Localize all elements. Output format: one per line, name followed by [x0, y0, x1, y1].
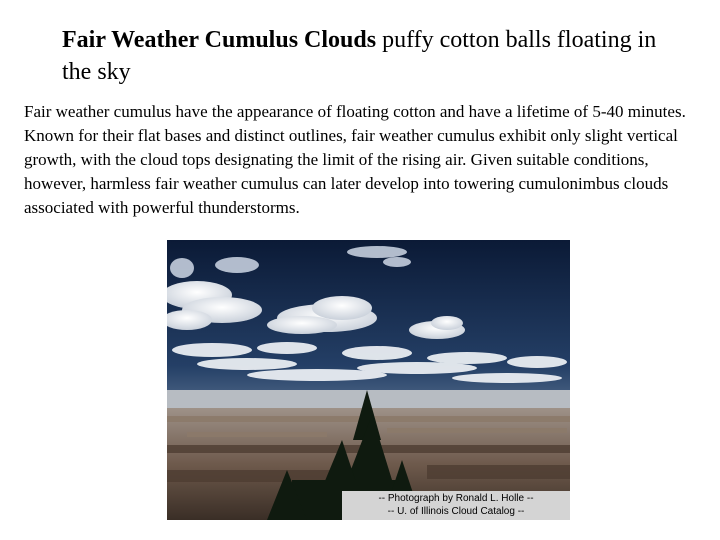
slide-title	[62, 24, 682, 88]
title-bold: Fair Weather Cumulus Clouds	[62, 27, 377, 53]
photo-credit	[342, 491, 570, 520]
cumulus-photo-image	[167, 240, 570, 520]
photo-credit-line2: -- U. of Illinois Cloud Catalog --	[387, 506, 525, 517]
photo-credit-line1: -- Photograph by Ronald L. Holle --	[378, 493, 534, 504]
title-rest: puffy cotton balls floating in the sky	[62, 27, 657, 85]
cumulus-photo	[167, 240, 570, 520]
body-paragraph: Fair weather cumulus have the appearance of floating cotton and have a lifetime of 5-40 minutes. Known for their flat bases and distinct outlines, fair weather cumulus exhibit only slight vertical growth, with the cloud tops designating the limit of the rising air. Given suitable conditions, however, harmless fair weather cumulus can later develop into towering cumulonimbus clouds associated with powerful thunderstorms.	[24, 102, 686, 217]
